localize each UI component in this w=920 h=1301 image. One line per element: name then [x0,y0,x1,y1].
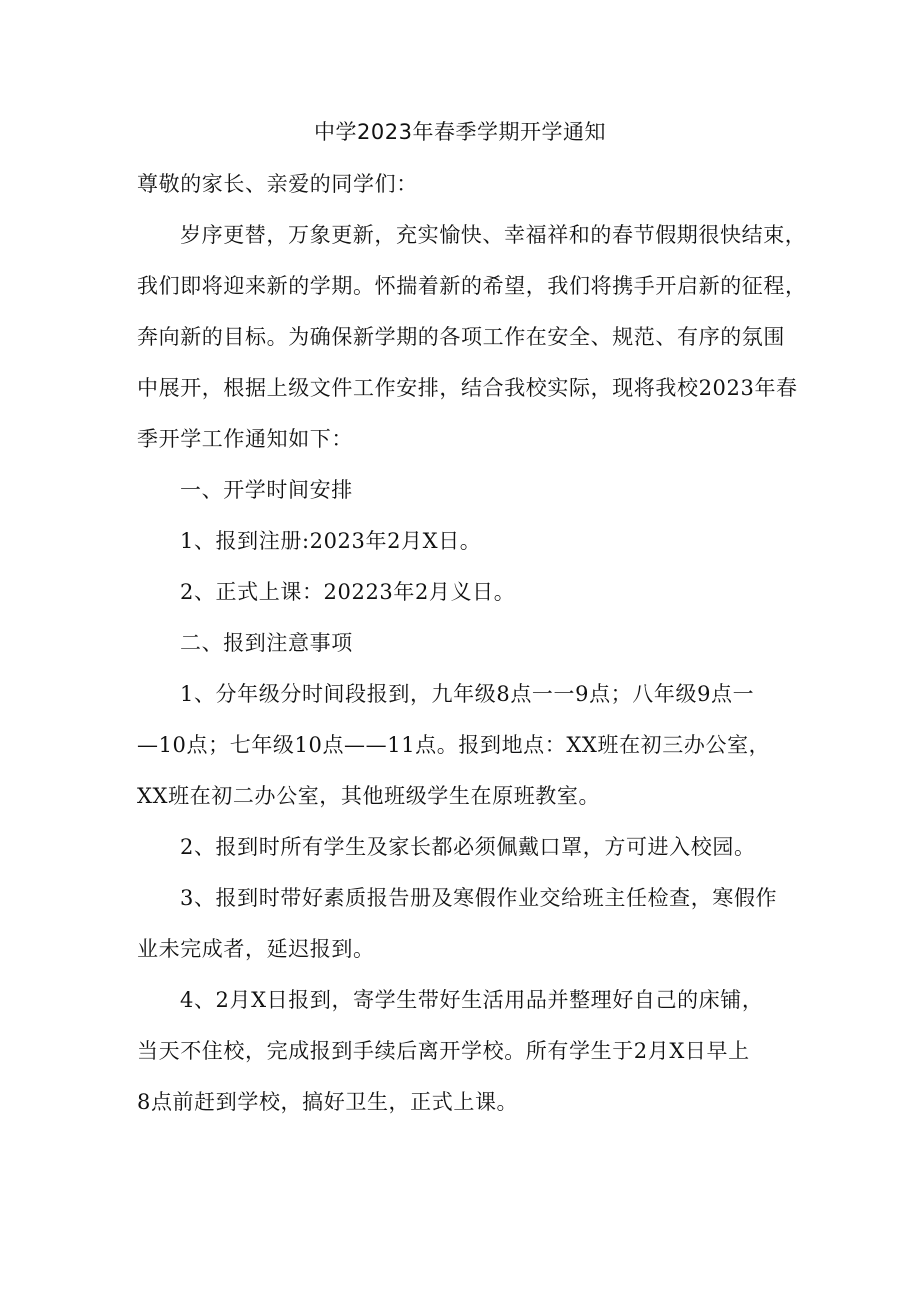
salutation: 尊敬的家长、亲爱的同学们： [137,172,418,196]
section2-item4-line-1: 4、2月X日报到，寄学生带好生活用品并整理好自己的床铺， [180,988,764,1012]
intro-line-3: 奔向新的目标。为确保新学期的各项工作在安全、规范、有序的氛围 [137,325,785,349]
section1-item1: 1、报到注册:2023年2月X日。 [180,529,482,553]
intro-line-1: 岁序更替，万象更新，充实愉快、幸福祥和的春节假期很快结束， [180,223,807,247]
section1-heading: 一、开学时间安排 [180,478,353,502]
section2-item4-line-2: 当天不住校，完成报到手续后离开学校。所有学生于2月X日早上 [137,1039,750,1063]
section2-item1-line-1: 1、分年级分时间段报到，九年级8点一一9点；八年级9点一 [180,682,755,706]
section2-item4-line-3: 8点前赶到学校，搞好卫生，正式上课。 [137,1090,519,1114]
section2-item2: 2、报到时所有学生及家长都必须佩戴口罩，方可进入校园。 [180,835,756,859]
section1-item2: 2、正式上课：20223年2月义日。 [180,580,516,604]
section2-item1-line-2: —10点；七年级10点——11点。报到地点：XX班在初三办公室， [137,733,771,757]
document-title: 中学2023年春季学期开学通知 [314,120,606,144]
section2-item3-line-1: 3、报到时带好素质报告册及寒假作业交给班主任检查，寒假作 [180,886,778,910]
section2-item3-line-2: 业未完成者，延迟报到。 [137,937,375,961]
section2-heading: 二、报到注意事项 [180,631,353,655]
section2-item1-line-3: XX班在初二办公室，其他班级学生在原班教室。 [137,784,601,808]
intro-line-5: 季开学工作通知如下： [137,427,353,451]
intro-line-2: 我们即将迎来新的学期。怀揣着新的希望，我们将携手开启新的征程， [137,274,807,298]
intro-line-4: 中展开，根据上级文件工作安排，结合我校实际，现将我校2023年春 [137,376,798,400]
